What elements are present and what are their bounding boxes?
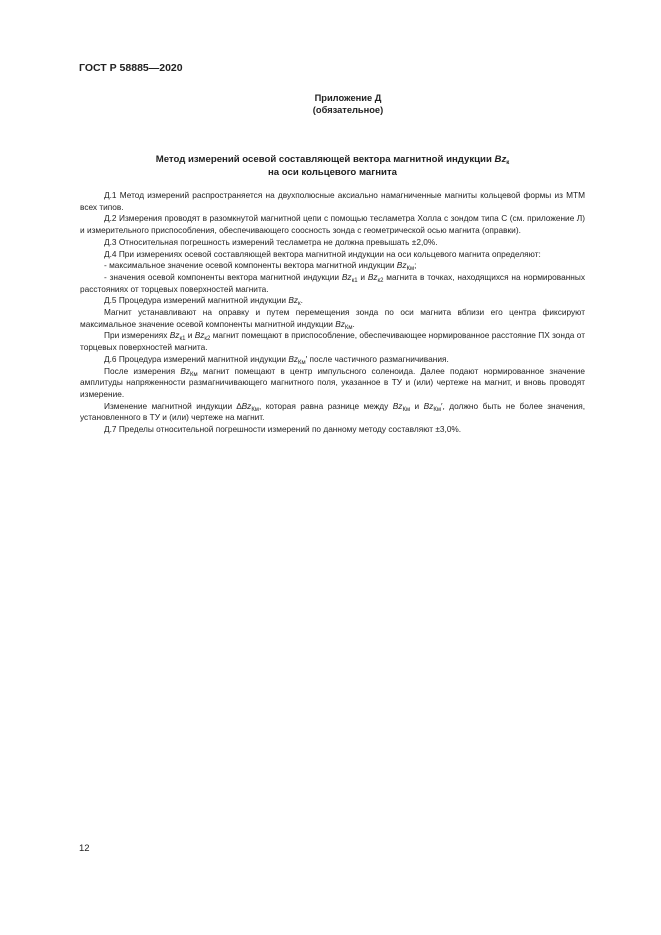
title-sub: к [506, 160, 510, 166]
appendix-name: Приложение Д [314, 93, 382, 103]
paragraph [80, 366, 585, 401]
variable: Bz [241, 400, 252, 411]
paragraph [80, 190, 585, 213]
paragraph [80, 272, 585, 295]
variable: Bz [423, 400, 434, 411]
paragraph-text: Д.3 Относительная погрешность измерений тесламетра не должна превышать ±2,0%. [104, 236, 438, 247]
paragraph-text: магнит помещают в центр импульсного соленоида. Далее подают нормированное значение амплитуды напряженности размагничивающего магнитного поля, указанное в ТУ и (или) чертеже на магнит, и вновь проводят измерение. [80, 365, 585, 399]
appendix-status: (обязательное) [312, 105, 384, 115]
appendix-heading [0, 92, 661, 116]
paragraph-text: и [357, 271, 368, 282]
paragraph-text: и [185, 330, 195, 341]
paragraph-text: После измерения [104, 365, 181, 376]
paragraph-text: ′ после частичного размагничивания. [305, 353, 449, 364]
paragraph-text: Изменение магнитной индукции ∆ [104, 400, 242, 411]
standard-number: ГОСТ Р 58885—2020 [79, 62, 183, 74]
subscript: к2 [204, 336, 211, 343]
subscript: к1 [351, 277, 358, 284]
subscript: к1 [179, 336, 186, 343]
paragraph [80, 330, 585, 353]
subscript: Км [298, 359, 306, 366]
page-number: 12 [79, 843, 90, 854]
paragraph-text: . [352, 318, 355, 329]
paragraph-text: магнит помещают в приспособление, обеспечивающее нормированное расстояние ПХ зонда от торцевых поверхностей магнита. [80, 330, 585, 353]
paragraph-text: Д.1 Метод измерений распространяется на двухполюсные аксиально намагниченные магниты кольцевой формы из МТМ всех типов. [80, 190, 585, 212]
subscript: Км [406, 266, 415, 273]
paragraph-text: - максимальное значение осевой компоненты вектора магнитной индукции [104, 260, 397, 271]
paragraph-text: магнита в точках, находящихся на нормированных расстояниях от торцевых поверхностей магнита. [80, 271, 585, 294]
subscript: Км [190, 371, 198, 378]
paragraph-text: и [410, 400, 424, 411]
paragraph [80, 424, 585, 436]
paragraph [80, 260, 585, 272]
title-line2: на оси кольцевого магнита [267, 166, 397, 178]
variable: Bz [396, 260, 407, 271]
paragraph [80, 237, 585, 249]
paragraph-text: , которая равна разнице между [258, 400, 393, 411]
variable: Bz [180, 365, 191, 376]
variable: Bz [288, 295, 299, 306]
variable: Bz [169, 330, 180, 341]
variable: Bz [367, 271, 378, 282]
document-body [80, 190, 585, 436]
variable: Bz [341, 271, 352, 282]
paragraph [80, 354, 585, 366]
subscript: Км [344, 324, 353, 331]
paragraph-text: Д.5 Процедура измерений магнитной индукции [104, 295, 289, 306]
paragraph-text: Д.7 Пределы относительной погрешности измерений по данному методу составляют ±3,0%. [104, 424, 462, 435]
subscript: к [298, 301, 301, 308]
variable: Bz [288, 353, 299, 364]
paragraph [80, 295, 585, 307]
paragraph [80, 213, 585, 236]
paragraph-text: Магнит устанавливают на оправку и путем перемещения зонда по оси магнита вблизи его центра фиксируют максимальное значение осевой компоненты магнитной индукции [80, 307, 585, 329]
paragraph [80, 401, 585, 424]
paragraph-text: Д.2 Измерения проводят в разомкнутой магнитной цепи с помощью тесламетра Холла с зондом типа С (см. приложение Л) и измерительного приспособления, обеспечивающего соосность зонда с геометрической осью магнита (оправки). [80, 213, 585, 236]
subscript: Км [433, 406, 441, 413]
paragraph-text: При измерениях [104, 330, 170, 341]
title-var: Bz [494, 154, 507, 165]
subscript: к2 [377, 277, 384, 284]
variable: Bz [194, 330, 205, 341]
paragraph-text: ; [414, 260, 417, 271]
paragraph [80, 307, 585, 330]
paragraph-text: Д.4 При измерениях осевой составляющей вектора магнитной индукции на оси кольцевого магнита определяют: [104, 248, 541, 259]
section-title [80, 154, 585, 179]
paragraph-text: Д.6 Процедура измерений магнитной индукции [104, 353, 289, 364]
paragraph-text: . [300, 295, 303, 306]
title-line1: Метод измерений осевой составляющей вектора магнитной индукции [155, 154, 495, 165]
paragraph-text: ′, должно быть не более значения, установленного в ТУ и (или) чертеже на магнит. [80, 400, 586, 423]
subscript: Км [402, 406, 411, 413]
variable: Bz [392, 400, 403, 411]
paragraph-text: - значения осевой компоненты вектора магнитной индукции [104, 271, 342, 282]
paragraph [80, 249, 585, 261]
variable: Bz [335, 318, 345, 329]
subscript: Км [251, 406, 259, 413]
